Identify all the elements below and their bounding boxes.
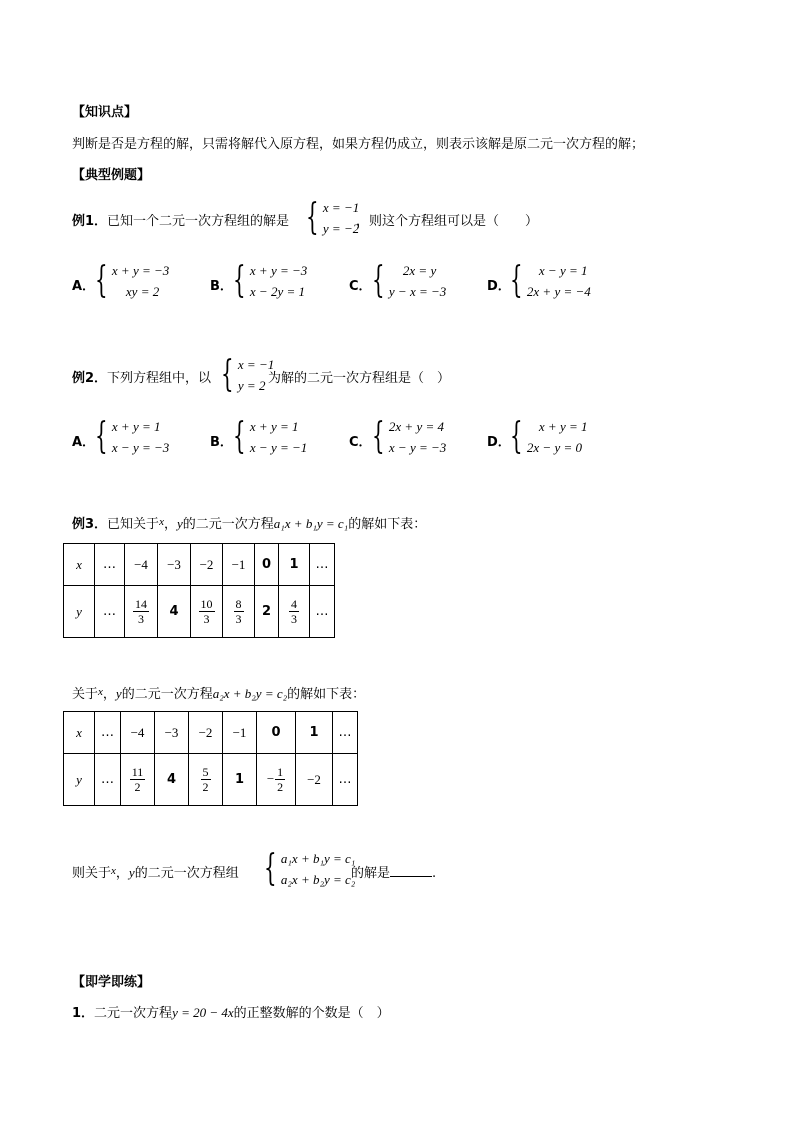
ex2-label: 例2． <box>72 371 108 386</box>
practice1-text-b: 的正整数解的个数是（ ） <box>233 1006 390 1021</box>
section-knowledge-heading: 【知识点】 <box>72 105 138 120</box>
table1-cell: $\frac{10}{3}$ <box>191 586 223 638</box>
ex3-system-eq1: a₁x + b₁y = c₁ <box>280 851 356 866</box>
table1-cell: 4 <box>158 586 191 638</box>
ex1-option-d-label: D． <box>487 279 511 294</box>
table2-cell: −1 <box>223 712 257 754</box>
ex1-option-b-label: B． <box>210 279 233 294</box>
ex1-solution-system: { x = −1 y = −2 <box>306 197 360 238</box>
table1-cell: −2 <box>191 544 223 586</box>
ex2-option-d: { x + y = 1 2x − y = 0 <box>510 416 588 457</box>
practice1-eq: y = 20 − 4x <box>172 1005 234 1020</box>
ex3-table2 <box>63 711 358 806</box>
table1-cell: … <box>95 544 125 586</box>
ex1-question <box>72 210 289 229</box>
ex3-text2 <box>72 683 365 702</box>
table1-cell: −1 <box>223 544 255 586</box>
table2-cell: … <box>95 754 121 806</box>
ex3-text3 <box>72 862 239 881</box>
table2-cell: −3 <box>155 712 189 754</box>
ex2-solution-system: { x = −1 y = 2 <box>221 354 275 395</box>
table1-cell: … <box>310 544 335 586</box>
ex1-solution-x: x = −1 <box>322 200 360 215</box>
table1-cell: −3 <box>158 544 191 586</box>
ex3-text3c: 的解是 <box>351 866 391 881</box>
ex3-var-x: x <box>111 865 116 877</box>
ex3-comma: ， <box>115 866 129 881</box>
table1-x-label: x <box>64 544 95 586</box>
ex1-option-c: { 2x = y y − x = −3 <box>372 260 447 301</box>
ex3-comma: ， <box>163 517 177 532</box>
ex3-var-x: x <box>98 686 103 698</box>
table2-cell: … <box>95 712 121 754</box>
knowledge-text: 判断是否是方程的解，只需将解代入原方程，如果方程仍成立，则表示该解是原二元一次方程的解； <box>72 137 645 152</box>
table2-cell: −4 <box>121 712 155 754</box>
ex3-eq1: a₁x + b₁y = c₁ <box>273 516 349 531</box>
ex2-text-after: 为解的二元一次方程组是（ ） <box>268 371 451 386</box>
ex1-option-a-label: A． <box>72 279 96 294</box>
ex1-option-b: { x + y = −3 x − 2y = 1 <box>233 260 308 301</box>
table2-cell: $\frac{11}{2}$ <box>121 754 155 806</box>
ex1-option-d: { x − y = 1 2x + y = −4 <box>510 260 591 301</box>
ex3-table1 <box>63 543 335 638</box>
table2-cell: −2 <box>189 712 223 754</box>
ex2-question <box>72 367 211 386</box>
ex1-label: 例1． <box>72 214 108 229</box>
table1-cell: $\frac{4}{3}$ <box>279 586 310 638</box>
table2-cell: 1 <box>223 754 257 806</box>
ex3-text3-end: . <box>432 866 437 881</box>
table1-y-label: y <box>64 586 95 638</box>
table2-cell: … <box>333 754 358 806</box>
practice1-question <box>72 1002 390 1021</box>
section-practice-heading: 【即学即练】 <box>72 975 151 990</box>
answer-blank[interactable] <box>390 864 432 877</box>
table2-cell: 4 <box>155 754 189 806</box>
ex3-var-y: y <box>115 686 122 701</box>
ex1-solution-y: y = −2 <box>322 221 360 236</box>
ex1-option-a: { x + y = −3 xy = 2 <box>95 260 170 301</box>
ex3-text2a: 关于 <box>72 687 99 702</box>
ex3-text1a: 已知关于 <box>107 517 160 532</box>
table1-cell: $\frac{14}{3}$ <box>125 586 158 638</box>
practice1-label: 1． <box>72 1006 95 1021</box>
ex3-var-x: x <box>159 516 164 528</box>
ex2-text-before: 下列方程组中，以 <box>107 371 212 386</box>
table2-x-label: x <box>64 712 95 754</box>
ex3-label: 例3． <box>72 517 108 532</box>
table1-cell: 0 <box>255 544 279 586</box>
table2-cell: $\frac{5}{2}$ <box>189 754 223 806</box>
ex3-comma: ， <box>102 687 116 702</box>
ex3-text3a: 则关于 <box>72 866 112 881</box>
ex1-text-after: ，则这个方程组可以是（ ） <box>356 214 539 229</box>
ex3-text3b: 的二元一次方程组 <box>134 866 239 881</box>
table2-y-label: y <box>64 754 95 806</box>
ex3-var-y: y <box>128 865 135 880</box>
table1-cell: … <box>95 586 125 638</box>
table2-cell: − $\frac{1}{2}$ <box>257 754 296 806</box>
ex3-text2b: 的二元一次方程 <box>121 687 213 702</box>
table1-cell: … <box>310 586 335 638</box>
table2-cell: … <box>333 712 358 754</box>
ex3-text1b: 的二元一次方程 <box>182 517 274 532</box>
ex3-system-eq2: a₂x + b₂y = c₂ <box>280 872 356 887</box>
ex2-solution-y: y = 2 <box>237 378 266 393</box>
section-examples-heading: 【典型例题】 <box>72 168 151 183</box>
ex1-text-before: 已知一个二元一次方程组的解是 <box>107 214 290 229</box>
table1-cell: 2 <box>255 586 279 638</box>
ex2-option-d-label: D． <box>487 435 511 450</box>
ex2-option-a: { x + y = 1 x − y = −3 <box>95 416 170 457</box>
ex3-answer <box>351 862 436 881</box>
ex3-question <box>72 513 426 532</box>
ex3-text1c: 的解如下表： <box>348 517 427 532</box>
ex3-text2c: 的解如下表： <box>287 687 366 702</box>
ex2-option-b-label: B． <box>210 435 233 450</box>
table1-cell: 1 <box>279 544 310 586</box>
table2-cell: 1 <box>296 712 333 754</box>
ex2-option-a-label: A． <box>72 435 96 450</box>
table2-cell: −2 <box>296 754 333 806</box>
practice1-text-a: 二元一次方程 <box>94 1006 173 1021</box>
ex2-option-c: { 2x + y = 4 x − y = −3 <box>372 416 447 457</box>
ex2-option-c-label: C． <box>349 435 372 450</box>
table1-cell: −4 <box>125 544 158 586</box>
table1-cell: $\frac{8}{3}$ <box>223 586 255 638</box>
ex3-var-y: y <box>176 516 183 531</box>
table2-cell: 0 <box>257 712 296 754</box>
ex2-option-b: { x + y = 1 x − y = −1 <box>233 416 308 457</box>
ex3-system: { a₁x + b₁y = c₁ a₂x + b₂y = c₂ <box>264 848 356 889</box>
ex3-eq2: a₂x + b₂y = c₂ <box>212 686 288 701</box>
ex1-option-c-label: C． <box>349 279 372 294</box>
ex2-solution-x: x = −1 <box>237 357 275 372</box>
